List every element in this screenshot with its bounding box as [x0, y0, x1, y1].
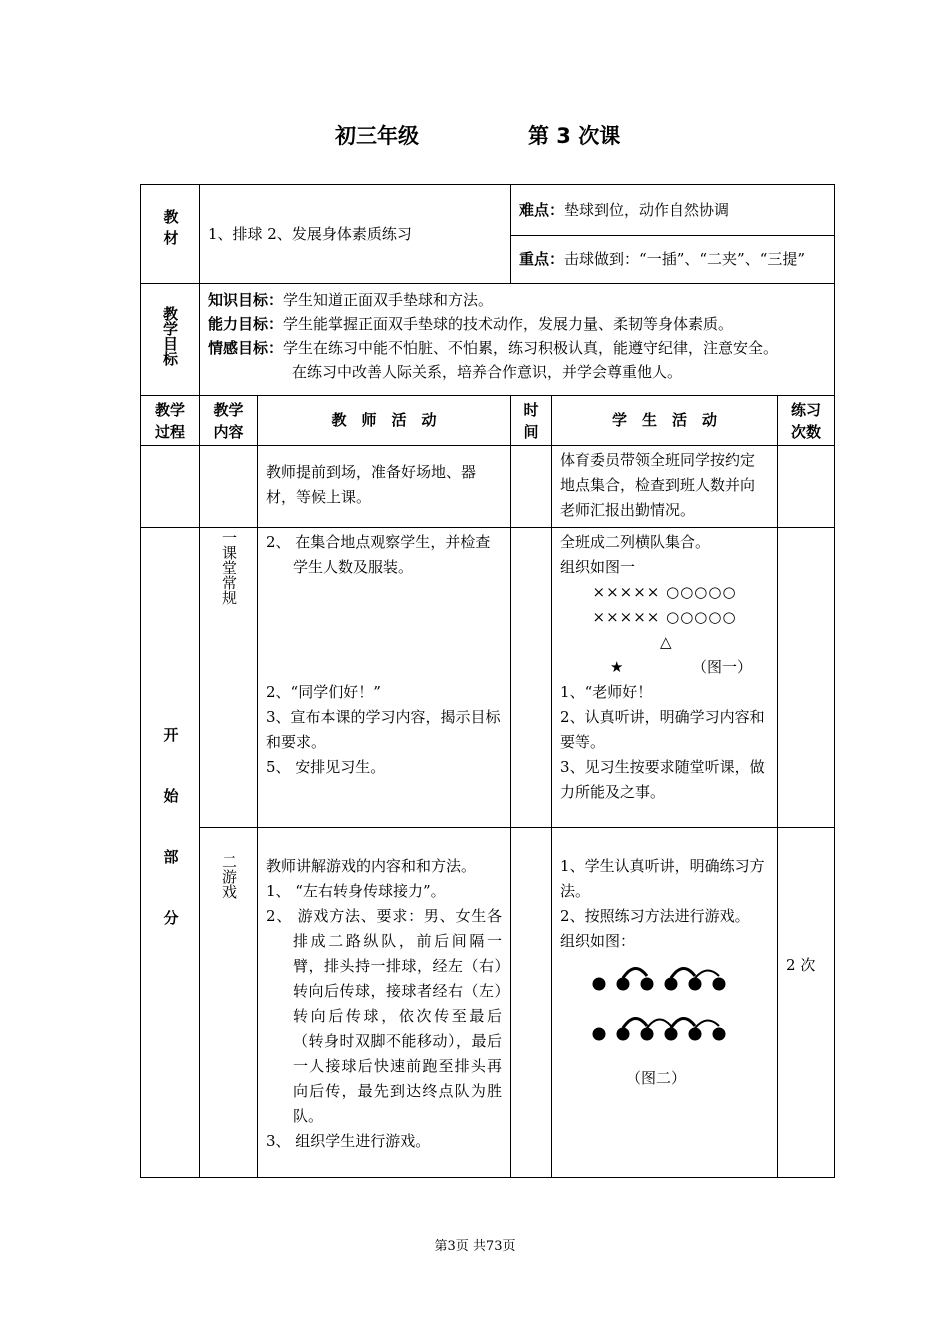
fig2-caption: （图二） — [626, 1069, 687, 1087]
section-label-cell — [141, 528, 200, 1178]
row2-teacher — [258, 828, 511, 1178]
row1-student-2: 组织如图一 — [560, 558, 636, 576]
fig2-diagram — [560, 962, 769, 1062]
row0-time — [511, 446, 552, 528]
row1-time — [511, 528, 552, 828]
knowledge-label: 知识目标： — [208, 291, 284, 309]
row1-content: 一课堂常规 — [220, 530, 238, 605]
formation-row-2: ××××× ○○○○○ — [592, 608, 737, 626]
row2-student-1: 1、学生认真听讲，明确练习方法。 — [560, 857, 765, 900]
page-title — [0, 120, 950, 152]
row1-student-1: 全班成二列横队集合。 — [560, 533, 711, 551]
row0-content — [200, 446, 258, 528]
fig2-line-1 — [593, 968, 725, 990]
col-time: 时间 — [511, 396, 552, 446]
row0-count — [778, 446, 835, 528]
row0-teacher: 教师提前到场，准备好场地、器材，等候上课。 — [258, 446, 511, 528]
key-label: 重点： — [519, 250, 565, 268]
col-content: 教学内容 — [200, 396, 258, 446]
section-label: 开始部分 — [161, 726, 180, 971]
row1-count — [778, 528, 835, 828]
difficulty-label: 难点： — [519, 200, 565, 219]
fig1-caption: （图一） — [692, 658, 753, 676]
col-teacher: 教 师 活 动 — [258, 396, 511, 446]
difficulty-text: 垫球到位，动作自然协调 — [564, 200, 730, 219]
row2-teacher-1: 教师讲解游戏的内容和和方法。 — [266, 857, 477, 875]
emotion-text-2: 在练习中改善人际关系，培养合作意识，并学会尊重他人。 — [292, 363, 683, 381]
row1-content-cell — [200, 528, 258, 828]
row2-content-cell — [200, 828, 258, 1178]
row1-student-5: 3、见习生按要求随堂听课，做力所能及之事。 — [560, 758, 765, 801]
objectives-label-cell — [141, 284, 200, 396]
row1-student-3: 1、“老师好！ — [560, 683, 653, 701]
row2-teacher-3: 2、 游戏方法、要求：男、女生各排成二路纵队，前后间隔一臂，排头持一排球，经左（右）转向后传球，接球者经右（左）转向后传球，依次传至最后（转身时双脚不能移动），最后一人接球后快速前跑至排头再向后传，最先到达终点队为胜队。 — [266, 907, 503, 1125]
row1-student-4: 2、认真听讲，明确学习内容和要等。 — [560, 708, 765, 751]
ability-text: 学生能掌握正面双手垫球的技术动作，发展力量、柔韧等身体素质。 — [283, 315, 734, 333]
difficulty-cell — [511, 185, 835, 236]
materials-content: 1、排球 2、发展身体素质练习 — [200, 185, 511, 284]
lesson-plan-table — [140, 184, 835, 1178]
knowledge-text: 学生知道正面双手垫球和方法。 — [283, 291, 494, 309]
key-text: 击球做到：“一插”、“二夹”、“三提” — [564, 250, 806, 268]
col-count: 练习次数 — [778, 396, 835, 446]
col-process: 教学过程 — [141, 396, 200, 446]
materials-label: 教材 — [161, 209, 180, 251]
ability-label: 能力目标： — [208, 315, 284, 333]
page-footer: 第3页 共73页 — [434, 1239, 516, 1254]
row2-student — [552, 828, 778, 1178]
row2-student-2: 2、按照练习方法进行游戏。 — [560, 907, 750, 925]
lesson-title: 第 3 次课 — [528, 124, 621, 148]
col-student: 学 生 活 动 — [552, 396, 778, 446]
row0-process — [141, 446, 200, 528]
row2-content: 二游戏 — [220, 854, 238, 899]
row1-teacher-1: 2、 在集合地点观察学生，并检查学生人数及服装。 — [266, 533, 491, 576]
row0-student: 体育委员带领全班同学按约定地点集合，检查到班人数并向老师汇报出勤情况。 — [552, 446, 778, 528]
row2-teacher-4: 3、 组织学生进行游戏。 — [266, 1132, 431, 1150]
row2-student-3: 组织如图： — [560, 932, 636, 950]
emotion-text: 学生在练习中能不怕脏、不怕累，练习积极认真，能遵守纪律，注意安全。 — [283, 339, 779, 357]
row2-teacher-2: 1、 “左右转身传球接力”。 — [266, 882, 446, 900]
row1-student — [552, 528, 778, 828]
row1-teacher-4: 5、 安排见习生。 — [266, 758, 386, 776]
materials-label-cell — [141, 185, 200, 284]
row2-time — [511, 828, 552, 1178]
fig2-line-2 — [593, 1018, 725, 1040]
row1-teacher-2: 2、“同学们好！” — [266, 683, 381, 701]
formation-row-1: ××××× ○○○○○ — [592, 583, 737, 601]
row1-teacher — [258, 528, 511, 828]
row2-count: 2 次 — [778, 828, 835, 1178]
key-point-cell — [511, 236, 835, 284]
teacher-star: ★ — [610, 658, 624, 676]
row1-teacher-3: 3、宣布本课的学习内容，揭示目标和要求。 — [266, 708, 501, 751]
teacher-triangle: △ — [660, 633, 672, 651]
grade-title: 初三年级 — [335, 124, 419, 148]
objectives-content — [200, 284, 835, 396]
objectives-label: 教学目标 — [161, 305, 179, 366]
emotion-label: 情感目标： — [208, 339, 284, 357]
